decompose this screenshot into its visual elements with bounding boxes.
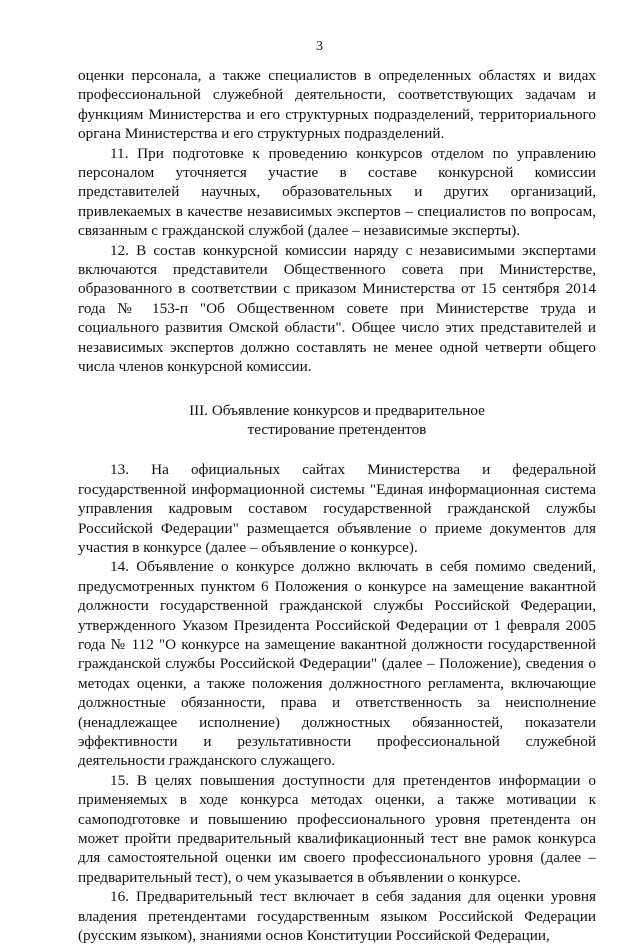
paragraph-15: 15. В целях повышения доступности для претендентов информации о применяемых в ходе конкурса методах оценки, а также мотивации к самоподготовке и повышению профессионального уровня претендента он может пройти предварительный квалификационный тест вне рамок конкурса для самостоятельной оценки им своего профессионального уровня (далее – предварительный тест), о чем указывается в объявлении о конкурсе. [78, 771, 596, 886]
paragraph-continuation: оценки персонала, а также специалистов в определенных областях и видах профессиональной служебной деятельности, соответствующих задачам и функциям Министерства и его структурных подразделений, территориального органа Министерства и его структурных подразделений. [78, 67, 596, 143]
section-heading-line-1: III. Объявление конкурсов и предварительное [189, 401, 485, 419]
section-heading-line-2: тестирование претендентов [247, 420, 427, 438]
paragraph-12: 12. В состав конкурсной комиссии наряду с независимыми экспертами включаются представители Общественного совета при Министерстве, образованного в соответствии с приказом Министерства от 15 сентября 2014 года № 153-п "Об Общественном совете при Министерстве труда и социального развития Омской области". Общее число этих представителей и независимых экспертов должно составлять не менее одной четверти общего числа членов конкурсной комиссии. [78, 241, 596, 376]
paragraph-14: 14. Объявление о конкурсе должно включать в себя помимо сведений, предусмотренных пунктом 6 Положения о конкурсе на замещение вакантной должности государственной гражданской службы Российской Федерации, утвержденного Указом Президента Российской Федерации от 1 февраля 2005 года № 112 "О конкурсе на замещение вакантной должности государственной гражданской службы Российской Федерации" (далее – Положение), сведения о методах оценки, а также положения должностного регламента, включающие должностные обязанности, права и ответственность за неисполнение (ненадлежащее исполнение) должностных обязанностей, показатели эффективности и результативности профессиональной служебной деятельности гражданского служащего. [78, 558, 596, 770]
paragraph-16: 16. Предварительный тест включает в себя задания для оценки уровня владения претендентами государственным языком Российской Федерации (русским языком), знаниями основ Конституции Российской Федерации, [78, 888, 596, 945]
page-number: 3 [316, 39, 323, 54]
document-body [78, 66, 596, 945]
paragraph-13: 13. На официальных сайтах Министерства и федеральной государственной информационной системы "Единая информационная система управления кадровым составом государственной гражданской службы Российской Федерации" размещается объявление о приеме документов для участия в конкурсе (далее – объявление о конкурсе). [78, 461, 596, 556]
paragraph-11: 11. При подготовке к проведению конкурсов отделом по управлению персоналом уточняется участие в составе конкурсной комиссии представителей научных, образовательных и других организаций, привлекаемых в качестве независимых экспертов – специалистов по вопросам, связанным с гражданской службой (далее – независимые эксперты). [78, 144, 596, 240]
section-heading [78, 401, 596, 440]
